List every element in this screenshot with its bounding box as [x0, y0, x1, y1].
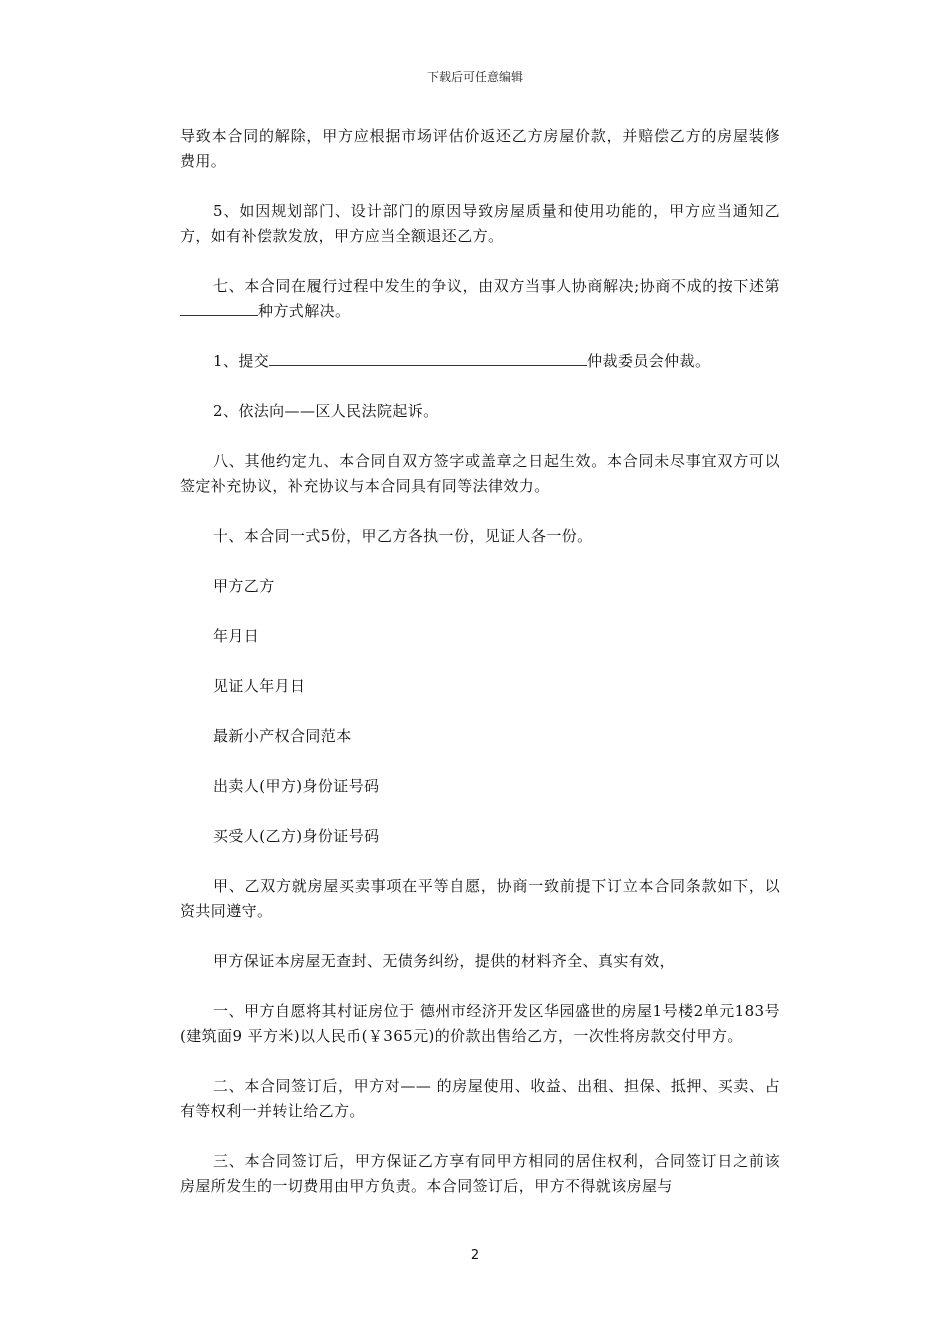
paragraph-text: 仲裁委员会仲裁。 — [587, 352, 711, 370]
paragraph: 甲方乙方 — [213, 577, 275, 595]
blank-line — [269, 349, 587, 366]
page-number: 2 — [470, 1248, 480, 1263]
paragraph: 5、如因规划部门、设计部门的原因导致房屋质量和使用功能的，甲方应当通知乙方，如有补偿款发放，甲方应当全额退还乙方。 — [180, 202, 780, 245]
paragraph: 甲、乙双方就房屋买卖事项在平等自愿，协商一致前提下订立本合同条款如下，以资共同遵守。 — [180, 877, 780, 920]
paragraph-text: 1、提交 — [213, 352, 270, 370]
paragraph: 二、本合同签订后，甲方对—— 的房屋使用、收益、出租、担保、抵押、买卖、占有等权利一并转让给乙方。 — [180, 1077, 780, 1120]
paragraph-text: 种方式解决。 — [258, 302, 351, 320]
paragraph: 十、本合同一式5份，甲乙方各执一份，见证人各一份。 — [213, 527, 593, 545]
paragraph: 买受人(乙方)身份证号码 — [213, 827, 380, 845]
paragraph: 出卖人(甲方)身份证号码 — [213, 777, 380, 795]
paragraph: 三、本合同签订后，甲方保证乙方享有同甲方相同的居住权利，合同签订日之前该房屋所发生的一切费用由甲方负责。本合同签订后，甲方不得就该房屋与 — [180, 1152, 780, 1195]
paragraph-text: 七、本合同在履行过程中发生的争议，由双方当事人协商解决;协商不成的按下述第 — [213, 277, 780, 295]
document-body — [180, 124, 780, 1224]
paragraph: 八、其他约定九、本合同自双方签字或盖章之日起生效。本合同未尽事宜双方可以签定补充协议，补充协议与本合同具有同等法律效力。 — [180, 452, 780, 495]
paragraph: 年月日 — [213, 627, 260, 645]
paragraph: 最新小产权合同范本 — [213, 727, 352, 745]
paragraph: 一、甲方自愿将其村证房位于 德州市经济开发区华园盛世的房屋1号楼2单元183号(建筑面9 平方米)以人民币(￥365元)的价款出售给乙方，一次性将房款交付甲方。 — [180, 1002, 780, 1045]
paragraph — [180, 274, 780, 324]
paragraph: 2、依法向——区人民法院起诉。 — [213, 402, 439, 420]
page-header: 下载后可任意编辑 — [426, 70, 523, 84]
blank-line — [180, 299, 258, 316]
paragraph: 甲方保证本房屋无查封、无债务纠纷，提供的材料齐全、真实有效， — [213, 952, 676, 970]
paragraph: 导致本合同的解除，甲方应根据市场评估价返还乙方房屋价款，并赔偿乙方的房屋装修费用。 — [180, 127, 780, 170]
paragraph: 见证人年月日 — [213, 677, 306, 695]
paragraph — [180, 349, 780, 374]
